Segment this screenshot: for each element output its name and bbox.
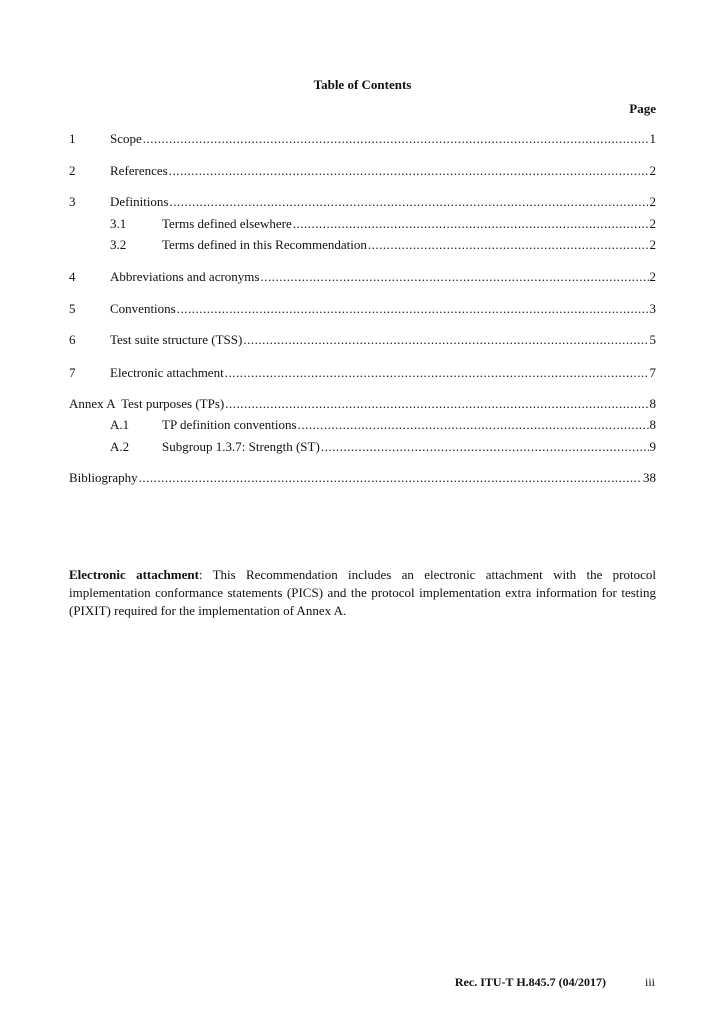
toc-entry-title: Test suite structure (TSS) — [110, 332, 243, 347]
toc-entry-page: 2 — [649, 269, 656, 284]
toc-entry-title: Abbreviations and acronyms — [110, 269, 260, 284]
toc-entry-title: Electronic attachment — [110, 365, 224, 380]
toc-entry-terms-defined-here[interactable] — [69, 236, 656, 254]
toc-entry-number: A.2 — [110, 439, 130, 454]
toc-entry-scope[interactable] — [69, 130, 656, 148]
toc-entry-page: 8 — [649, 417, 656, 432]
toc-entry-definitions[interactable] — [69, 193, 656, 211]
toc-entry-title: Subgroup 1.3.7: Strength (ST) — [162, 439, 320, 454]
toc-entry-page: 7 — [649, 365, 656, 380]
toc-entry-page: 9 — [649, 439, 656, 454]
toc-entry-number: 2 — [69, 163, 76, 178]
toc-entry-title: References — [110, 163, 168, 178]
toc-entry-title: Conventions — [110, 301, 176, 316]
toc-entry-number: 4 — [69, 269, 76, 284]
toc-entry-title: Bibliography — [69, 470, 138, 485]
toc-entry-references[interactable] — [69, 162, 656, 180]
toc-dot-leader — [177, 300, 649, 318]
toc-dot-leader — [225, 364, 649, 382]
toc-dot-leader — [139, 469, 642, 487]
toc-title: Table of Contents — [313, 77, 412, 92]
toc-entry-number: 5 — [69, 301, 76, 316]
toc-entry-page: 2 — [649, 216, 656, 231]
toc-entry-page: 2 — [649, 163, 656, 178]
toc-dot-leader — [293, 215, 649, 233]
toc-entry-page: 38 — [643, 470, 656, 485]
toc-dot-leader — [243, 331, 648, 349]
footer-recommendation-reference: Rec. ITU-T H.845.7 (04/2017) — [454, 975, 606, 989]
toc-entry-bibliography[interactable] — [69, 469, 656, 487]
toc-entry-annex-a[interactable] — [69, 395, 656, 413]
footer-page-number: iii — [644, 975, 655, 989]
toc-entry-title: TP definition conventions — [162, 417, 297, 432]
toc-entry-number: 7 — [69, 365, 76, 380]
toc-dot-leader — [225, 395, 648, 413]
toc-entry-subgroup-strength[interactable] — [69, 438, 656, 456]
note-label: Electronic attachment — [69, 567, 199, 582]
toc-dot-leader — [170, 193, 649, 211]
toc-entry-page: 1 — [649, 131, 656, 146]
note-text: : This Recommendation includes an electronic attachment with the protocol implementation conformance statements (PICS) and the protocol implementation extra information for testing (PIXIT) required for the implementation of Annex A. — [69, 567, 656, 618]
toc-dot-leader — [169, 162, 649, 180]
toc-entry-number: A.1 — [110, 417, 130, 432]
toc-entry-conventions[interactable] — [69, 300, 656, 318]
toc-entry-page: 5 — [649, 332, 656, 347]
toc-entry-tp-definition-conventions[interactable] — [69, 416, 656, 434]
page-footer — [0, 975, 725, 993]
toc-entry-number: 3 — [69, 194, 76, 209]
toc-dot-leader — [260, 268, 648, 286]
toc-entry-abbreviations[interactable] — [69, 268, 656, 286]
page-column-header: Page — [629, 101, 656, 116]
toc-entry-number: 6 — [69, 332, 76, 347]
toc-entry-title: Definitions — [110, 194, 169, 209]
toc-entry-page: 2 — [649, 194, 656, 209]
toc-entry-page: 8 — [649, 396, 656, 411]
toc-entry-title: Annex A Test purposes (TPs) — [69, 396, 225, 411]
toc-dot-leader — [321, 438, 649, 456]
toc-entry-electronic-attachment[interactable] — [69, 364, 656, 382]
toc-entry-test-suite-structure[interactable] — [69, 331, 656, 349]
toc-dot-leader — [368, 236, 649, 254]
toc-dot-leader — [298, 416, 649, 434]
toc-entry-page: 3 — [649, 301, 656, 316]
toc-entry-title: Terms defined in this Recommendation — [162, 237, 367, 252]
toc-entry-page: 2 — [649, 237, 656, 252]
electronic-attachment-note — [69, 566, 656, 620]
toc-entry-number: 3.2 — [110, 237, 127, 252]
toc-dot-leader — [143, 130, 649, 148]
toc-entry-title: Scope — [110, 131, 142, 146]
toc-entry-title: Terms defined elsewhere — [162, 216, 292, 231]
toc-entry-number: 3.1 — [110, 216, 127, 231]
toc-entry-number: 1 — [69, 131, 76, 146]
toc-entry-terms-defined-elsewhere[interactable] — [69, 215, 656, 233]
